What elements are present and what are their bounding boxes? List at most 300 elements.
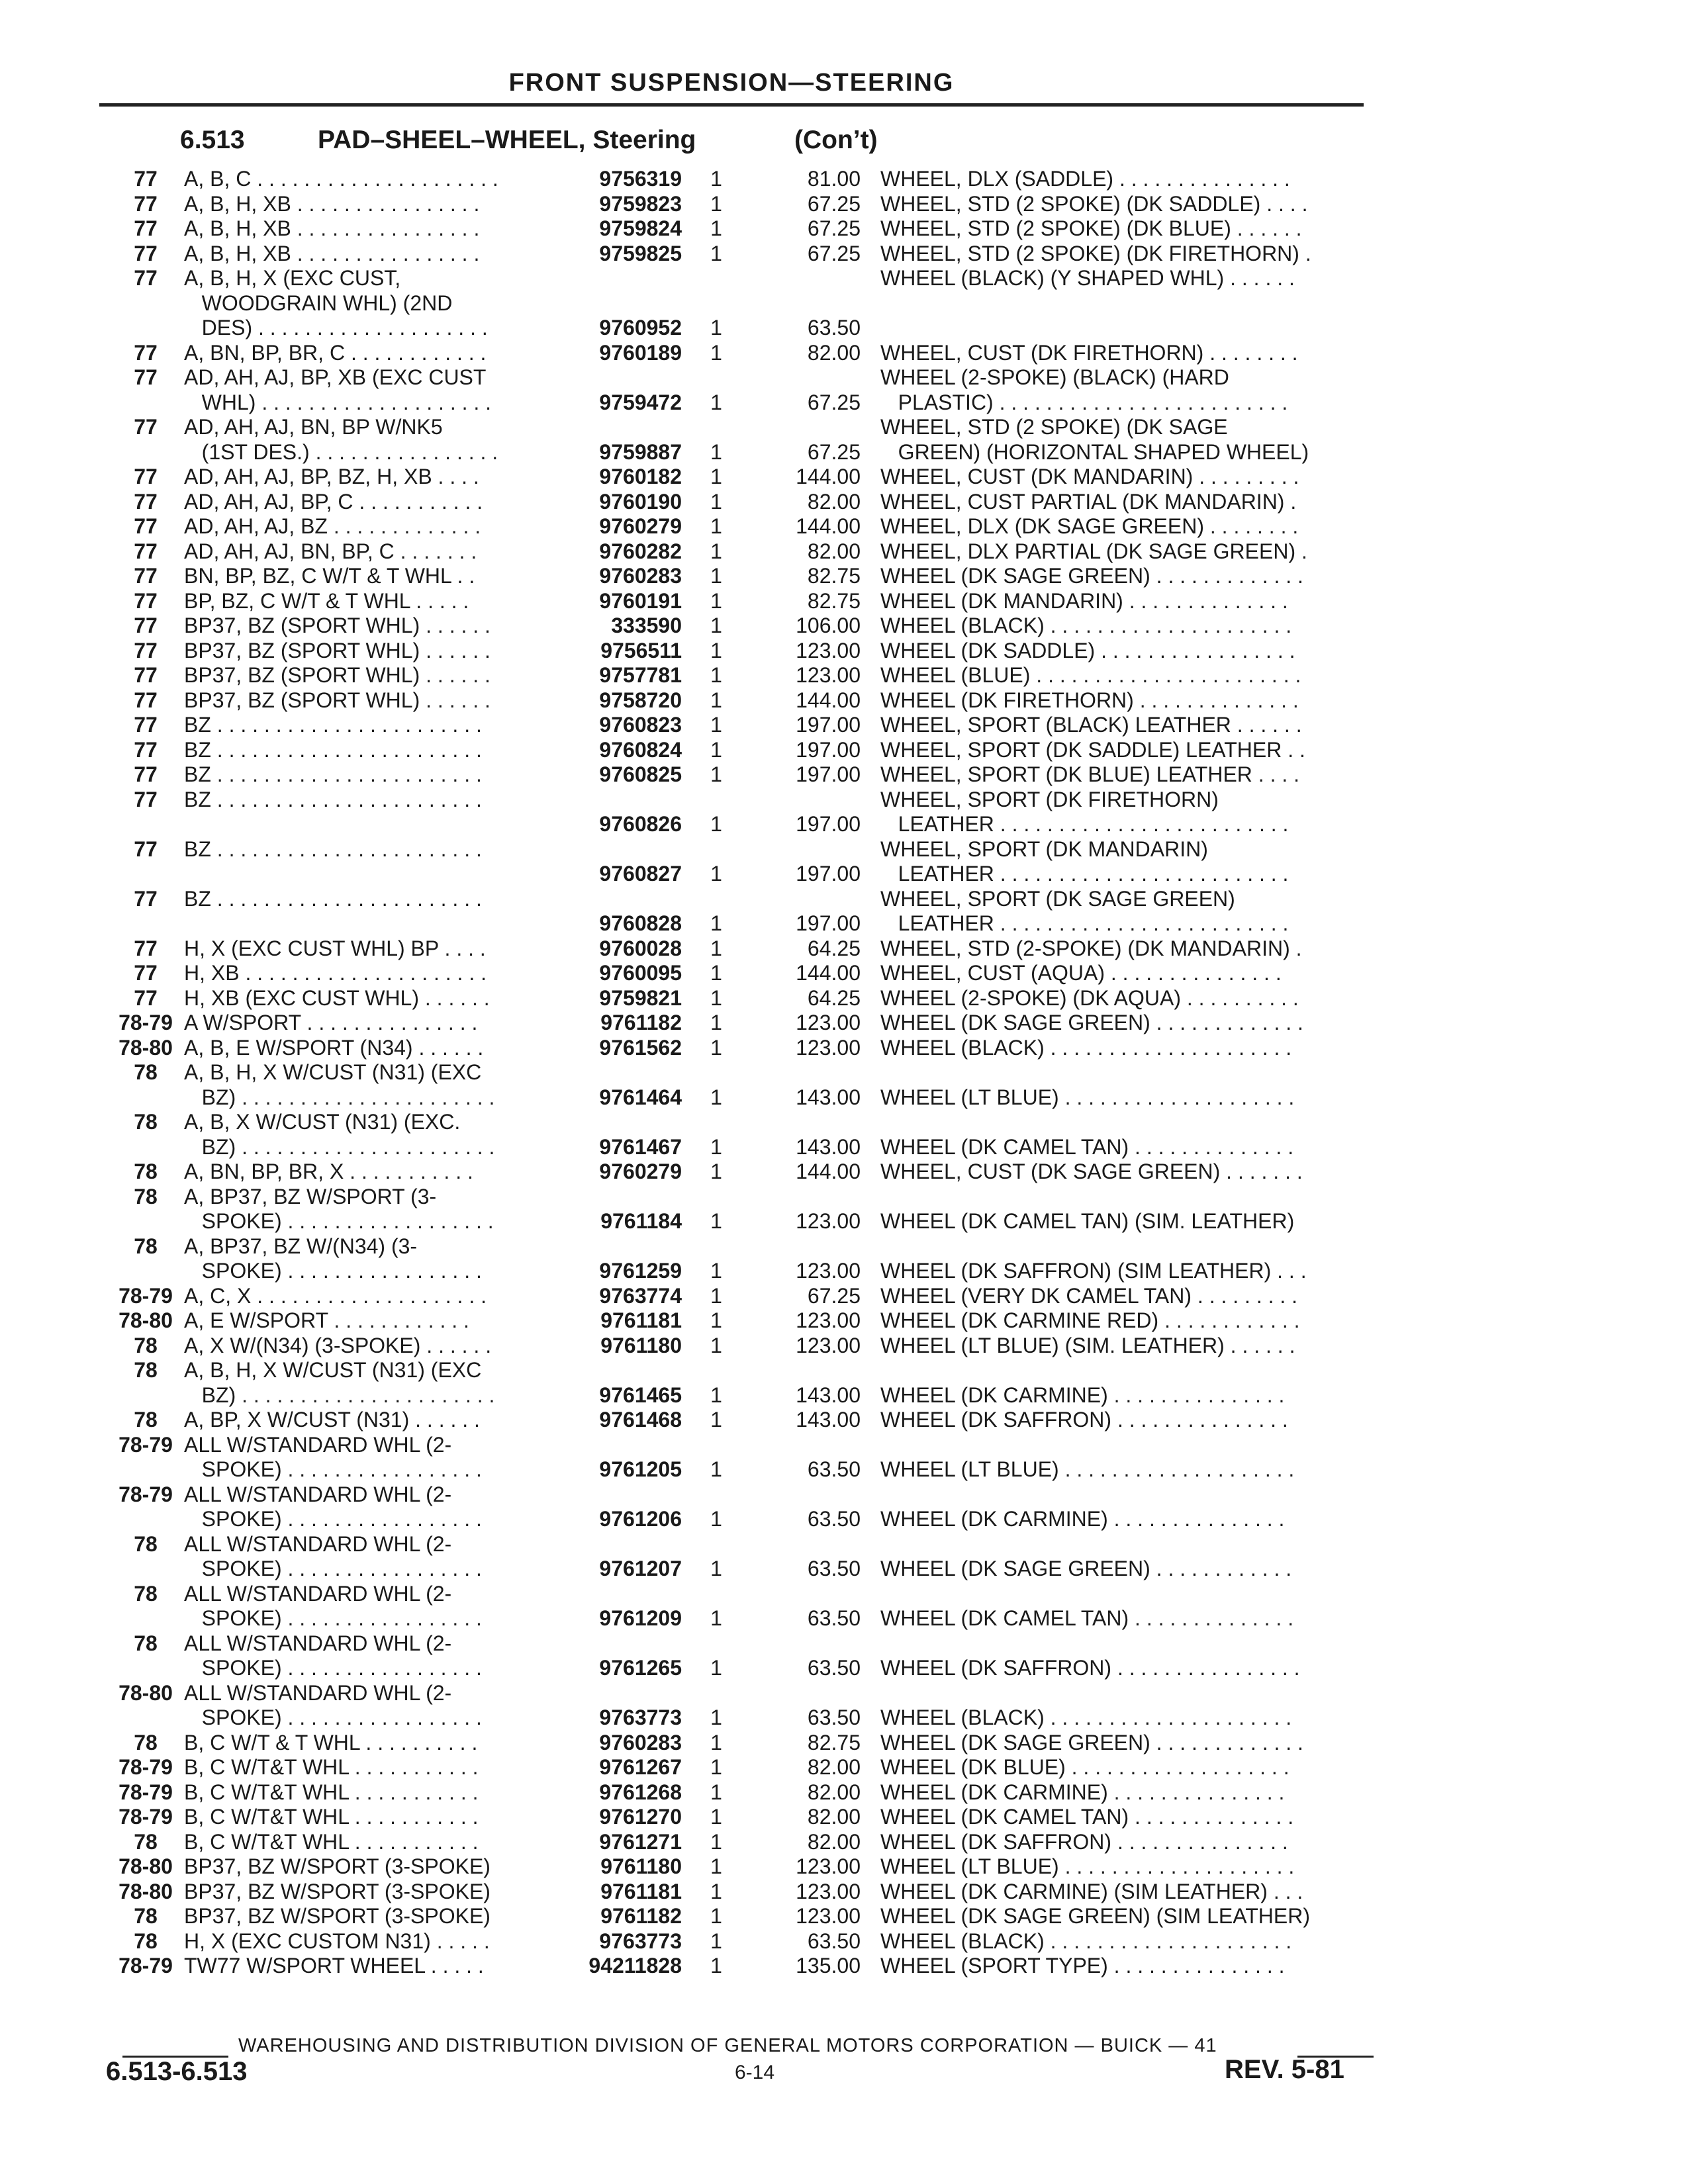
price: 63.50 xyxy=(807,1507,861,1531)
model-year: 78-80 xyxy=(118,1035,173,1060)
model-year: 78 xyxy=(134,1730,158,1754)
quantity: 1 xyxy=(710,1259,722,1283)
quantity: 1 xyxy=(710,1283,722,1308)
description xyxy=(880,1880,1390,1905)
description xyxy=(880,539,1390,565)
table-row xyxy=(0,961,1688,986)
description xyxy=(880,1731,1390,1756)
footer-division: WAREHOUSING AND DISTRIBUTION DIVISION OF GENERAL MOTORS CORPORATION — BUICK — 41 xyxy=(238,2035,1217,2056)
section-number: 6.513 xyxy=(180,126,245,154)
quantity: 1 xyxy=(710,1383,722,1407)
description xyxy=(880,589,1390,614)
table-row xyxy=(0,1334,1688,1359)
application-line: WOODGRAIN WHL) (2ND xyxy=(184,291,453,315)
quantity: 1 xyxy=(710,1879,722,1903)
description-line: WHEEL (DK SADDLE) . . . . . . . . . . . . . . . . . xyxy=(880,638,1295,662)
application xyxy=(184,266,548,341)
model-year: 78-79 xyxy=(118,1780,173,1804)
application xyxy=(184,837,548,862)
part-number: 9756319 xyxy=(599,167,682,191)
application-line: B, C W/T&T WHL . . . . . . . . . . . xyxy=(184,1780,479,1804)
part-number: 9760824 xyxy=(599,737,682,762)
part-number: 9757781 xyxy=(599,663,682,687)
application-line: ALL W/STANDARD WHL (2- xyxy=(184,1531,452,1556)
application-line: BZ) . . . . . . . . . . . . . . . . . . . . . . xyxy=(184,1134,495,1159)
quantity: 1 xyxy=(710,688,722,712)
quantity: 1 xyxy=(710,539,722,563)
model-year: 77 xyxy=(134,961,158,985)
price: 197.00 xyxy=(796,812,861,836)
application xyxy=(184,1482,548,1532)
quantity: 1 xyxy=(710,1904,722,1928)
quantity: 1 xyxy=(710,1457,722,1481)
part-number: 9761206 xyxy=(599,1507,682,1531)
quantity: 1 xyxy=(710,1408,722,1432)
table-row xyxy=(0,365,1688,415)
application xyxy=(184,788,548,813)
table-row xyxy=(0,589,1688,614)
description-line: WHEEL, SPORT (DK SAGE GREEN) xyxy=(880,886,1235,911)
table-row xyxy=(0,986,1688,1011)
table-row xyxy=(0,1631,1688,1681)
model-year: 77 xyxy=(134,489,158,514)
description xyxy=(880,1904,1390,1929)
price: 123.00 xyxy=(796,663,861,687)
section-name: PAD–SHEEL–WHEEL, Steering xyxy=(318,126,696,154)
model-year: 77 xyxy=(134,886,158,911)
price: 67.25 xyxy=(807,439,861,464)
price: 143.00 xyxy=(796,1134,861,1159)
description xyxy=(880,1482,1390,1532)
application-line: A, B, X W/CUST (N31) (EXC. xyxy=(184,1110,461,1134)
description-line: LEATHER . . . . . . . . . . . . . . . . . . . . . . . . . xyxy=(880,812,1289,836)
model-year: 77 xyxy=(134,688,158,712)
model-year: 78-79 xyxy=(118,1432,173,1457)
quantity: 1 xyxy=(710,514,722,538)
table-row xyxy=(0,1408,1688,1433)
application-line: BZ) . . . . . . . . . . . . . . . . . . . . . . xyxy=(184,1085,495,1109)
table-row xyxy=(0,788,1688,837)
description-line: WHEEL (DK CARMINE) (SIM LEATHER) . . . xyxy=(880,1879,1303,1903)
price: 64.25 xyxy=(807,985,861,1010)
application-line: A, E W/SPORT . . . . . . . . . . . . xyxy=(184,1308,469,1332)
description-line: WHEEL (DK SAGE GREEN) . . . . . . . . . . . . . xyxy=(880,1011,1303,1034)
price: 143.00 xyxy=(796,1085,861,1109)
table-row xyxy=(0,1110,1688,1160)
model-year: 78-80 xyxy=(118,1879,173,1903)
application-line: ALL W/STANDARD WHL (2- xyxy=(184,1631,452,1655)
table-row xyxy=(0,1185,1688,1234)
application-line: BZ . . . . . . . . . . . . . . . . . . . . . . . xyxy=(184,713,482,737)
description-line xyxy=(880,1433,1390,1458)
application xyxy=(184,1358,548,1408)
price: 82.75 xyxy=(807,564,861,588)
price: 123.00 xyxy=(796,1035,861,1060)
model-year: 77 xyxy=(134,340,158,365)
application xyxy=(184,490,548,515)
description-line: WHEEL (BLACK) . . . . . . . . . . . . . . . . . . . . . xyxy=(880,1035,1292,1060)
application-line: AD, AH, AJ, BP, BZ, H, XB . . . . xyxy=(184,465,479,488)
table-row xyxy=(0,1681,1688,1731)
parts-table xyxy=(0,167,1688,1979)
model-year: 77 xyxy=(134,539,158,563)
application-line: H, X (EXC CUST WHL) BP . . . . xyxy=(184,936,486,960)
part-number: 9759821 xyxy=(599,985,682,1010)
description-line: WHEEL, CUST (DK SAGE GREEN) . . . . . . . xyxy=(880,1160,1303,1183)
quantity: 1 xyxy=(710,1209,722,1233)
part-number: 9761270 xyxy=(599,1805,682,1829)
description-line: WHEEL, DLX (DK SAGE GREEN) . . . . . . . . xyxy=(880,514,1299,538)
table-row xyxy=(0,639,1688,664)
application-line: B, C W/T&T WHL . . . . . . . . . . . xyxy=(184,1829,479,1854)
description xyxy=(880,961,1390,986)
description-line: WHEEL (SPORT TYPE) . . . . . . . . . . . . . . . xyxy=(880,1954,1285,1978)
description-line: WHEEL, STD (2-SPOKE) (DK MANDARIN) . xyxy=(880,936,1302,960)
application xyxy=(184,1854,548,1880)
application-line: SPOKE) . . . . . . . . . . . . . . . . . . xyxy=(184,1209,494,1233)
model-year: 77 xyxy=(134,465,158,488)
part-number: 9761181 xyxy=(600,1308,682,1332)
application-line: AD, AH, AJ, BZ . . . . . . . . . . . . . xyxy=(184,514,481,538)
quantity: 1 xyxy=(710,465,722,488)
price: 63.50 xyxy=(807,1656,861,1680)
application-line: B, C W/T & T WHL . . . . . . . . . . xyxy=(184,1730,478,1754)
price: 197.00 xyxy=(796,713,861,737)
quantity: 1 xyxy=(710,1929,722,1953)
application xyxy=(184,1185,548,1234)
description-line: WHEEL (BLUE) . . . . . . . . . . . . . . . . . . . . . . . xyxy=(880,663,1301,687)
part-number: 9761465 xyxy=(599,1383,682,1407)
description-line: WHEEL (BLACK) (Y SHAPED WHL) . . . . . . xyxy=(880,266,1295,290)
description-line: WHEEL, SPORT (BLACK) LEATHER . . . . . . xyxy=(880,713,1302,737)
price: 197.00 xyxy=(796,762,861,786)
table-row xyxy=(0,539,1688,565)
model-year: 78 xyxy=(134,1184,158,1208)
table-row xyxy=(0,341,1688,366)
quantity: 1 xyxy=(710,216,722,240)
description-line: WHEEL, DLX (SADDLE) . . . . . . . . . . . . . . . xyxy=(880,167,1290,191)
price: 81.00 xyxy=(807,167,861,191)
price: 67.25 xyxy=(807,216,861,240)
part-number: 9761468 xyxy=(599,1408,682,1432)
quantity: 1 xyxy=(710,340,722,365)
description-line xyxy=(880,1358,1390,1383)
description-line xyxy=(880,1060,1390,1085)
quantity: 1 xyxy=(710,1308,722,1332)
table-row xyxy=(0,1731,1688,1756)
description xyxy=(880,1681,1390,1731)
model-year: 78 xyxy=(134,1333,158,1357)
price: 67.25 xyxy=(807,390,861,414)
description-line: WHEEL, STD (2 SPOKE) (DK FIRETHORN) . xyxy=(880,241,1311,265)
table-row xyxy=(0,713,1688,738)
table-row xyxy=(0,1904,1688,1929)
application-line: AD, AH, AJ, BN, BP, C . . . . . . . xyxy=(184,539,477,563)
application xyxy=(184,1532,548,1582)
description xyxy=(880,713,1390,738)
price: 197.00 xyxy=(796,862,861,886)
description xyxy=(880,192,1390,217)
application xyxy=(184,1334,548,1359)
price: 82.00 xyxy=(807,340,861,365)
application xyxy=(184,887,548,912)
quantity: 1 xyxy=(710,564,722,588)
description-line: WHEEL, CUST PARTIAL (DK MANDARIN) . xyxy=(880,489,1297,514)
price: 82.00 xyxy=(807,1780,861,1804)
quantity: 1 xyxy=(710,961,722,985)
description xyxy=(880,415,1390,465)
part-number: 9761180 xyxy=(600,1333,682,1357)
application-line: ALL W/STANDARD WHL (2- xyxy=(184,1432,452,1457)
description xyxy=(880,242,1390,267)
price: 82.00 xyxy=(807,1829,861,1854)
application xyxy=(184,663,548,688)
description-line: WHEEL (DK CAMEL TAN) . . . . . . . . . . . . . . xyxy=(880,1134,1294,1159)
description xyxy=(880,1830,1390,1855)
application xyxy=(184,986,548,1011)
table-row xyxy=(0,1036,1688,1061)
application-line: A, B, H, X W/CUST (N31) (EXC xyxy=(184,1060,482,1084)
part-number: 9761267 xyxy=(599,1755,682,1779)
application-line: A, BP37, BZ W/(N34) (3- xyxy=(184,1234,418,1258)
footer-revision: REV. 5-81 xyxy=(1225,2055,1344,2084)
application xyxy=(184,1731,548,1756)
quantity: 1 xyxy=(710,1829,722,1854)
application-line: A, B, H, XB . . . . . . . . . . . . . . . . xyxy=(184,191,480,216)
application-line: BP37, BZ W/SPORT (3-SPOKE) xyxy=(184,1854,491,1878)
part-number: 9760828 xyxy=(599,911,682,935)
quantity: 1 xyxy=(710,588,722,613)
table-row xyxy=(0,663,1688,688)
application-line: BN, BP, BZ, C W/T & T WHL . . xyxy=(184,564,475,588)
description xyxy=(880,1334,1390,1359)
price: 144.00 xyxy=(796,961,861,985)
description-line: WHEEL (LT BLUE) . . . . . . . . . . . . . . . . . . . . xyxy=(880,1457,1295,1481)
description-line: WHEEL (DK BLUE) . . . . . . . . . . . . . . . . . . . xyxy=(880,1755,1289,1779)
quantity: 1 xyxy=(710,489,722,514)
description-line: WHEEL (DK CARMINE) . . . . . . . . . . . . . . . xyxy=(880,1507,1285,1531)
part-number: 9760952 xyxy=(599,316,682,340)
quantity: 1 xyxy=(710,1755,722,1779)
description-line: GREEN) (HORIZONTAL SHAPED WHEEL) xyxy=(880,439,1309,464)
application xyxy=(184,589,548,614)
description-line: WHEEL (DK SAFFRON) . . . . . . . . . . . . . . . xyxy=(880,1829,1288,1854)
description-line: WHEEL (BLACK) . . . . . . . . . . . . . . . . . . . . . xyxy=(880,614,1292,637)
description xyxy=(880,986,1390,1011)
description-line xyxy=(880,1582,1390,1607)
price: 82.00 xyxy=(807,539,861,563)
application-line: (1ST DES.) . . . . . . . . . . . . . . . . xyxy=(184,439,498,464)
application-line: A W/SPORT . . . . . . . . . . . . . . . xyxy=(184,1011,478,1034)
description xyxy=(880,1284,1390,1309)
description xyxy=(880,663,1390,688)
price: 82.00 xyxy=(807,489,861,514)
quantity: 1 xyxy=(710,1854,722,1878)
application xyxy=(184,688,548,713)
price: 82.00 xyxy=(807,1805,861,1829)
price: 123.00 xyxy=(796,1333,861,1357)
application-line: BP, BZ, C W/T & T WHL . . . . . xyxy=(184,588,469,613)
section-continued: (Con’t) xyxy=(794,126,878,154)
table-row xyxy=(0,1011,1688,1036)
application xyxy=(184,1830,548,1855)
application xyxy=(184,1805,548,1830)
description-line: WHEEL, STD (2 SPOKE) (DK SAGE xyxy=(880,415,1228,439)
application xyxy=(184,1160,548,1185)
part-number: 9760191 xyxy=(599,588,682,613)
description-line xyxy=(880,1234,1390,1259)
table-row xyxy=(0,465,1688,490)
table-row xyxy=(0,1805,1688,1830)
application xyxy=(184,1954,548,1979)
part-number: 9760283 xyxy=(599,564,682,588)
model-year: 77 xyxy=(134,762,158,786)
description xyxy=(880,1929,1390,1954)
application xyxy=(184,762,548,788)
description xyxy=(880,936,1390,962)
part-number: 9759824 xyxy=(599,216,682,240)
description xyxy=(880,216,1390,242)
price: 123.00 xyxy=(796,1209,861,1233)
application-line: AD, AH, AJ, BP, C . . . . . . . . . . . xyxy=(184,489,483,514)
application-line: A, B, H, XB . . . . . . . . . . . . . . . . xyxy=(184,216,480,240)
quantity: 1 xyxy=(710,191,722,216)
description xyxy=(880,1954,1390,1979)
description-line: WHEEL (DK SAGE GREEN) (SIM LEATHER) xyxy=(880,1904,1310,1928)
application xyxy=(184,192,548,217)
model-year: 77 xyxy=(134,241,158,265)
model-year: 77 xyxy=(134,191,158,216)
table-row xyxy=(0,837,1688,887)
quantity: 1 xyxy=(710,1035,722,1060)
application-line: A, X W/(N34) (3-SPOKE) . . . . . . xyxy=(184,1333,492,1357)
table-row xyxy=(0,1308,1688,1334)
description-line: WHEEL, CUST (AQUA) . . . . . . . . . . . . . . . xyxy=(880,961,1282,985)
quantity: 1 xyxy=(710,1134,722,1159)
application-line: A, BP37, BZ W/SPORT (3- xyxy=(184,1184,437,1208)
quantity: 1 xyxy=(710,316,722,340)
model-year: 77 xyxy=(134,216,158,240)
quantity: 1 xyxy=(710,1333,722,1357)
description-line: WHEEL (BLACK) . . . . . . . . . . . . . . . . . . . . . xyxy=(880,1706,1292,1729)
application-line: SPOKE) . . . . . . . . . . . . . . . . . xyxy=(184,1259,482,1283)
table-row xyxy=(0,1755,1688,1780)
table-row xyxy=(0,1954,1688,1979)
price: 67.25 xyxy=(807,241,861,265)
quantity: 1 xyxy=(710,762,722,786)
description xyxy=(880,365,1390,415)
part-number: 9760279 xyxy=(599,514,682,538)
application-line: A, B, H, X (EXC CUST, xyxy=(184,266,401,290)
part-number: 9760282 xyxy=(599,539,682,563)
quantity: 1 xyxy=(710,1011,722,1034)
description-line: WHEEL (DK CAMEL TAN) . . . . . . . . . . . . . . xyxy=(880,1805,1294,1829)
description-line: WHEEL, CUST (DK FIRETHORN) . . . . . . . . xyxy=(880,340,1298,365)
model-year: 78-80 xyxy=(118,1854,173,1878)
table-row xyxy=(0,1284,1688,1309)
description xyxy=(880,639,1390,664)
price: 144.00 xyxy=(796,514,861,538)
description xyxy=(880,1036,1390,1061)
description-line: WHEEL (LT BLUE) . . . . . . . . . . . . . . . . . . . . xyxy=(880,1854,1295,1878)
description-line: WHEEL (DK SAGE GREEN) . . . . . . . . . . . . . xyxy=(880,1730,1303,1754)
description xyxy=(880,1854,1390,1880)
application-line: A, B, H, X W/CUST (N31) (EXC xyxy=(184,1358,482,1382)
application xyxy=(184,1308,548,1334)
application xyxy=(184,1011,548,1036)
description-line: LEATHER . . . . . . . . . . . . . . . . . . . . . . . . . xyxy=(880,862,1289,886)
application-line: A, BP, X W/CUST (N31) . . . . . . xyxy=(184,1408,480,1432)
quantity: 1 xyxy=(710,1656,722,1680)
description xyxy=(880,614,1390,639)
price: 82.75 xyxy=(807,1730,861,1754)
model-year: 77 xyxy=(134,837,158,861)
part-number: 333590 xyxy=(611,614,682,637)
table-row xyxy=(0,1780,1688,1805)
price: 123.00 xyxy=(796,1904,861,1928)
footer-section-range: 6.513-6.513 xyxy=(106,2057,248,2086)
model-year: 77 xyxy=(134,638,158,662)
price: 63.50 xyxy=(807,1929,861,1953)
description-line xyxy=(880,1110,1390,1135)
application xyxy=(184,242,548,267)
table-row xyxy=(0,415,1688,465)
description-line: WHEEL, SPORT (DK MANDARIN) xyxy=(880,837,1208,861)
application-line: BZ . . . . . . . . . . . . . . . . . . . . . . . xyxy=(184,737,482,762)
part-number: 9760189 xyxy=(599,340,682,365)
application xyxy=(184,216,548,242)
price: 123.00 xyxy=(796,638,861,662)
description-line: WHEEL (DK FIRETHORN) . . . . . . . . . . . . . . xyxy=(880,688,1299,712)
application xyxy=(184,713,548,738)
price: 67.25 xyxy=(807,191,861,216)
description-line: LEATHER . . . . . . . . . . . . . . . . . . . . . . . . . xyxy=(880,911,1289,935)
table-row xyxy=(0,614,1688,639)
model-year: 77 xyxy=(134,985,158,1010)
application-line: ALL W/STANDARD WHL (2- xyxy=(184,1581,452,1606)
quantity: 1 xyxy=(710,1805,722,1829)
description-line: WHEEL (DK CARMINE RED) . . . . . . . . . . . . xyxy=(880,1308,1300,1332)
description xyxy=(880,266,1390,291)
part-number: 9763774 xyxy=(599,1283,682,1308)
part-number: 9758720 xyxy=(599,688,682,712)
quantity: 1 xyxy=(710,812,722,836)
model-year: 78 xyxy=(134,1358,158,1382)
model-year: 78 xyxy=(134,1531,158,1556)
application-line: SPOKE) . . . . . . . . . . . . . . . . . xyxy=(184,1606,482,1630)
description-line xyxy=(880,1532,1390,1557)
description-line: WHEEL, SPORT (DK FIRETHORN) xyxy=(880,787,1219,811)
application-line: BP37, BZ (SPORT WHL) . . . . . . xyxy=(184,638,491,662)
application xyxy=(184,961,548,986)
quantity: 1 xyxy=(710,614,722,637)
table-row xyxy=(0,1532,1688,1582)
part-number: 9760826 xyxy=(599,812,682,836)
description xyxy=(880,1805,1390,1830)
description xyxy=(880,1060,1390,1110)
table-row xyxy=(0,1854,1688,1880)
table-row xyxy=(0,1482,1688,1532)
quantity: 1 xyxy=(710,1606,722,1630)
price: 82.75 xyxy=(807,588,861,613)
part-number: 9761182 xyxy=(600,1904,682,1928)
quantity: 1 xyxy=(710,1780,722,1804)
price: 197.00 xyxy=(796,737,861,762)
price: 135.00 xyxy=(796,1954,861,1978)
table-row xyxy=(0,564,1688,589)
application-line: BZ . . . . . . . . . . . . . . . . . . . . . . . xyxy=(184,762,482,786)
description xyxy=(880,1433,1390,1482)
